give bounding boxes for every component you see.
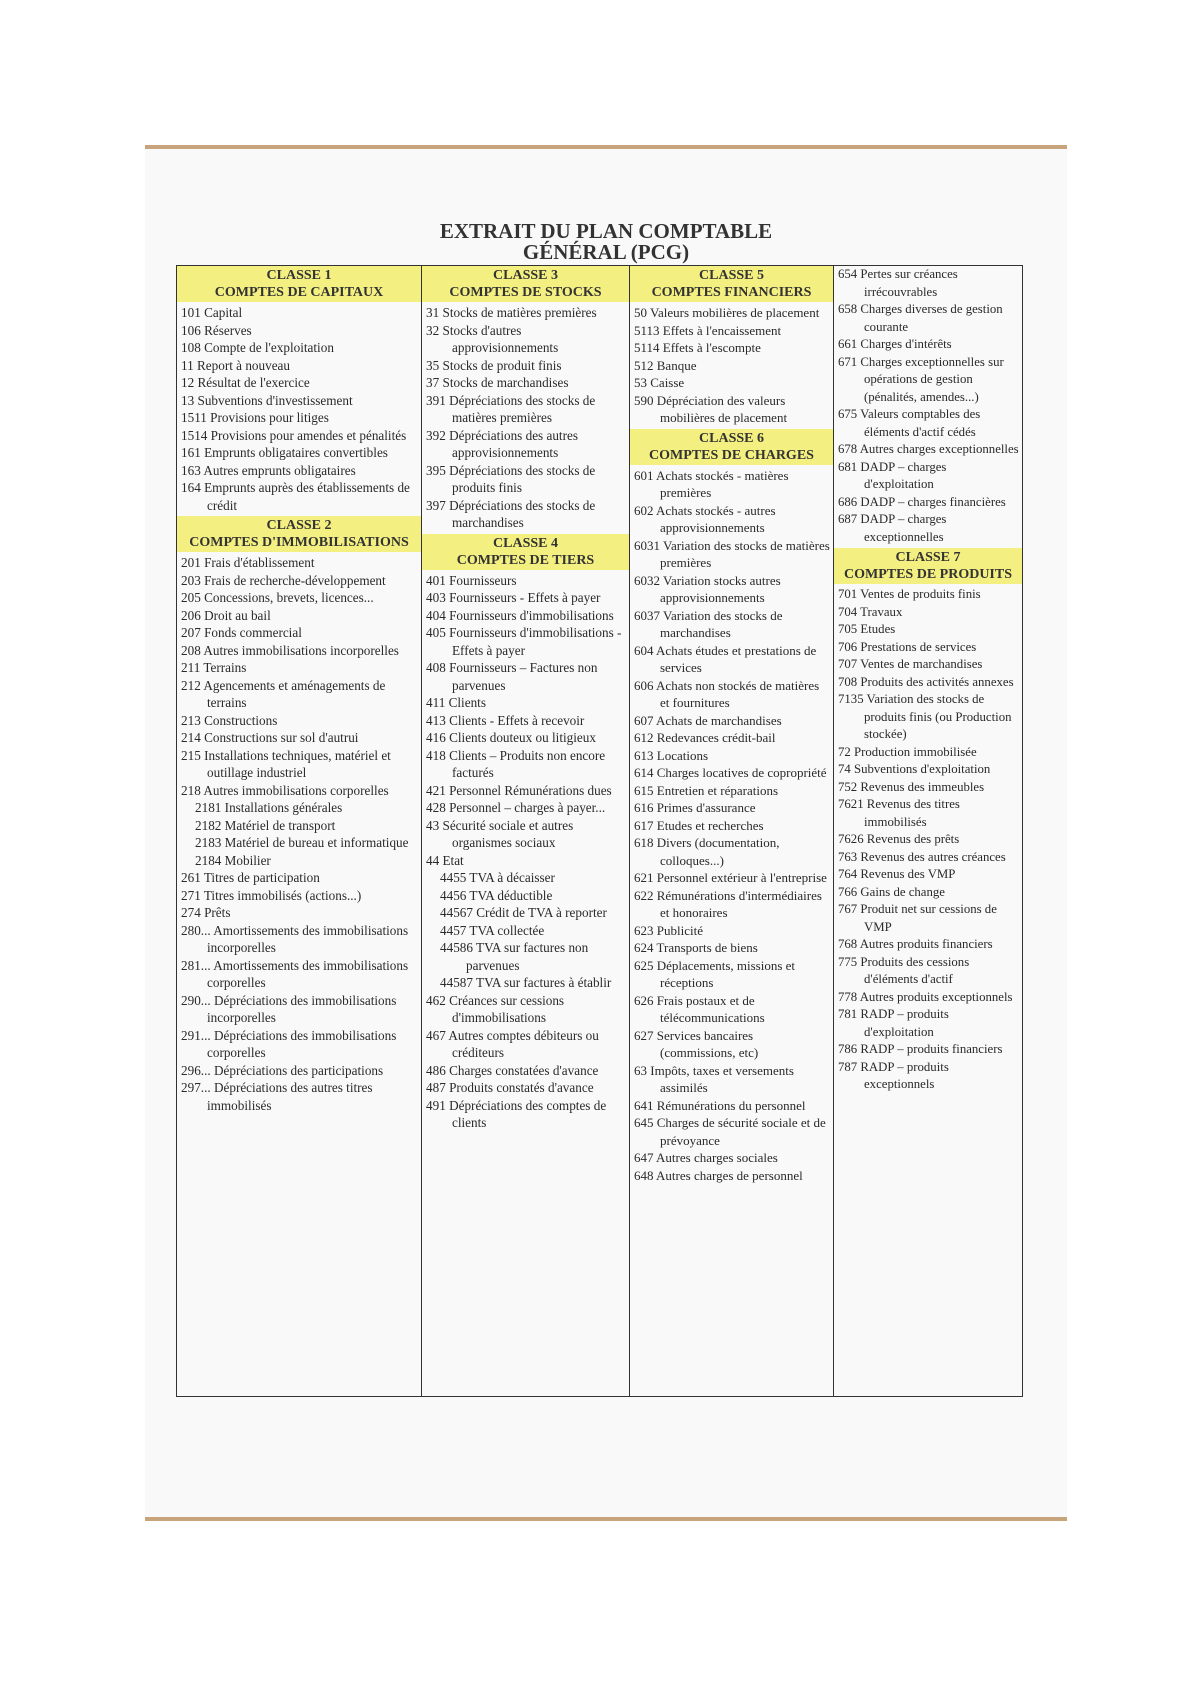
account-item: 4456 TVA déductible — [440, 887, 553, 903]
account-item: 1511 Provisions pour litiges — [181, 410, 329, 425]
account-item: 613 Locations — [634, 747, 709, 763]
account-item: 661 Charges d'intérêts — [838, 337, 952, 351]
classe-2-list — [181, 554, 418, 799]
account-item: 6032 Variation stocks autres approvisionnements — [634, 572, 781, 605]
account-item: 391 Dépréciations des stocks de matières premières — [426, 392, 596, 425]
account-item: 658 Charges diverses de gestion courante — [838, 302, 1003, 334]
account-item: 428 Personnel – charges à payer... — [426, 800, 606, 815]
account-item: 408 Fournisseurs – Factures non parvenues — [426, 660, 598, 693]
account-item: 778 Autres produits exceptionnels — [838, 989, 1013, 1004]
account-item: 607 Achats de marchandises — [634, 712, 782, 728]
account-item: 767 Produit net sur cessions de VMP — [838, 902, 997, 934]
account-item: 50 Valeurs mobilières de placement — [634, 305, 820, 320]
account-item: 416 Clients douteux ou litigieux — [426, 730, 596, 745]
classe-2-sublist — [181, 799, 418, 869]
account-item: 12 Résultat de l'exercice — [181, 375, 310, 390]
account-item: 297... Dépréciations des autres titres immobilisés — [181, 1080, 373, 1113]
account-item: 621 Personnel extérieur à l'entreprise — [634, 870, 827, 885]
account-item: 397 Dépréciations des stocks de marchandises — [426, 497, 596, 530]
account-item: 403 Fournisseurs - Effets à payer — [426, 590, 601, 605]
account-item: 31 Stocks de matières premières — [426, 305, 597, 320]
account-item: 612 Redevances crédit-bail — [634, 730, 776, 745]
account-item: 7135 Variation des stocks de produits finis (ou Production stockée) — [838, 692, 1012, 741]
title-line-2: GÉNÉRAL (PCG) — [522, 240, 690, 264]
account-item: 205 Concessions, brevets, licences... — [181, 590, 374, 605]
account-item: 604 Achats études et prestations de services — [634, 642, 817, 675]
account-item: 296... Dépréciations des participations — [181, 1062, 384, 1078]
account-item: 462 Créances sur cessions d'immobilisations — [426, 992, 565, 1025]
account-item: 401 Fournisseurs — [426, 572, 517, 588]
account-item: 421 Personnel Rémunérations dues — [426, 782, 612, 798]
account-item: 775 Produits des cessions d'éléments d'actif — [838, 954, 970, 986]
account-item: 675 Valeurs comptables des éléments d'actif cédés — [838, 407, 981, 439]
account-item: 4457 TVA collectée — [440, 922, 545, 938]
account-item: 618 Divers (documentation, colloques...) — [634, 835, 780, 868]
account-item: 392 Dépréciations des autres approvisionnements — [426, 427, 578, 460]
account-item: 53 Caisse — [634, 375, 685, 390]
account-item: 2181 Installations générales — [195, 800, 343, 815]
account-item: 211 Terrains — [181, 660, 247, 675]
account-item: 781 RADP – produits d'exploitation — [838, 1007, 949, 1039]
account-item: 280... Amortissements des immobilisations incorporelles — [181, 922, 409, 955]
classe-4-list-b — [426, 992, 626, 1132]
account-item: 72 Production immobilisée — [838, 744, 977, 759]
account-item: 616 Primes d'assurance — [634, 800, 756, 815]
account-item: 5113 Effets à l'encaissement — [634, 322, 782, 338]
account-item: 395 Dépréciations des stocks de produits finis — [426, 462, 596, 495]
column-2 — [422, 266, 630, 1396]
account-item: 271 Titres immobilisés (actions...) — [181, 887, 362, 903]
account-item: 218 Autres immobilisations corporelles — [181, 782, 389, 798]
account-item: 108 Compte de l'exploitation — [181, 340, 334, 355]
classe-7-header: CLASSE 7 COMPTES DE PRODUITS — [834, 548, 1022, 584]
account-item: 704 Travaux — [838, 604, 903, 619]
account-item: 163 Autres emprunts obligataires — [181, 462, 356, 478]
account-item: 2183 Matériel de bureau et informatique — [195, 835, 409, 850]
classe-7-list — [838, 586, 1019, 1094]
account-item: 206 Droit au bail — [181, 607, 271, 623]
account-item: 614 Charges locatives de copropriété — [634, 765, 827, 780]
account-item: 404 Fournisseurs d'immobilisations — [426, 607, 614, 623]
account-item: 491 Dépréciations des comptes de clients — [426, 1097, 607, 1130]
account-item: 786 RADP – produits financiers — [838, 1042, 1003, 1056]
account-item: 63 Impôts, taxes et versements assimilés — [634, 1062, 794, 1095]
account-item: 290... Dépréciations des immobilisations incorporelles — [181, 992, 397, 1025]
account-item: 212 Agencements et aménagements de terrains — [181, 677, 386, 710]
account-item: 44 Etat — [426, 852, 464, 868]
account-item: 768 Autres produits financiers — [838, 937, 993, 951]
classe-4-list — [426, 572, 626, 870]
document-sheet — [145, 145, 1067, 1521]
account-item: 624 Transports de biens — [634, 940, 758, 955]
account-item: 705 Etudes — [838, 622, 896, 636]
account-item: 707 Ventes de marchandises — [838, 657, 983, 671]
account-item: 486 Charges constatées d'avance — [426, 1062, 599, 1078]
account-item: 203 Frais de recherche-développement — [181, 572, 386, 588]
account-item: 44567 Crédit de TVA à reporter — [440, 905, 607, 920]
account-item: 37 Stocks de marchandises — [426, 375, 569, 390]
classe-4-sublist — [426, 869, 626, 992]
account-item: 5114 Effets à l'escompte — [634, 340, 761, 355]
account-item: 74 Subventions d'exploitation — [838, 762, 991, 776]
account-item: 686 DADP – charges financières — [838, 494, 1006, 509]
account-item: 678 Autres charges exceptionnelles — [838, 442, 1019, 456]
account-item: 626 Frais postaux et de télécommunications — [634, 992, 765, 1025]
classe-3-list — [426, 304, 626, 532]
account-item: 706 Prestations de services — [838, 639, 977, 654]
account-item: 1514 Provisions pour amendes et pénalités — [181, 427, 407, 443]
account-item: 11 Report à nouveau — [181, 357, 291, 373]
account-item: 418 Clients – Produits non encore facturés — [426, 747, 606, 780]
account-item: 512 Banque — [634, 357, 697, 373]
account-item: 625 Déplacements, missions et réceptions — [634, 957, 796, 990]
account-item: 623 Publicité — [634, 922, 703, 938]
account-item: 2184 Mobilier — [195, 852, 271, 868]
account-item: 687 DADP – charges exceptionnelles — [838, 512, 947, 544]
classe-4-header: CLASSE 4 COMPTES DE TIERS — [422, 534, 629, 570]
account-item: 2182 Matériel de transport — [195, 817, 336, 833]
account-item: 207 Fonds commercial — [181, 625, 302, 640]
account-item: 213 Constructions — [181, 712, 278, 728]
account-item: 413 Clients - Effets à recevoir — [426, 712, 585, 728]
account-item: 648 Autres charges de personnel — [634, 1167, 803, 1183]
account-item: 201 Frais d'établissement — [181, 555, 315, 570]
account-item: 161 Emprunts obligataires convertibles — [181, 445, 388, 460]
account-item: 101 Capital — [181, 305, 243, 320]
classe-1-header: CLASSE 1 COMPTES DE CAPITAUX — [177, 266, 421, 302]
classe-6-list-continued — [838, 266, 1019, 546]
account-item: 641 Rémunérations du personnel — [634, 1097, 806, 1113]
account-item: 44587 TVA sur factures à établir — [440, 975, 612, 990]
account-item: 215 Installations techniques, matériel et outillage industriel — [181, 747, 391, 780]
account-item: 6037 Variation des stocks de marchandises — [634, 607, 783, 640]
account-item: 622 Rémunérations d'intermédiaires et honoraires — [634, 887, 822, 920]
account-item: 752 Revenus des immeubles — [838, 779, 985, 794]
classe-6-header: CLASSE 6 COMPTES DE CHARGES — [630, 429, 833, 465]
account-item: 13 Subventions d'investissement — [181, 392, 353, 408]
accounts-table — [176, 265, 1023, 1397]
account-item: 487 Produits constatés d'avance — [426, 1080, 594, 1095]
account-item: 467 Autres comptes débiteurs ou créditeurs — [426, 1027, 599, 1060]
classe-2-header: CLASSE 2 COMPTES D'IMMOBILISATIONS — [177, 516, 421, 552]
account-item: 615 Entretien et réparations — [634, 782, 779, 798]
column-1 — [177, 266, 422, 1396]
account-item: 766 Gains de change — [838, 884, 945, 899]
column-3 — [630, 266, 834, 1396]
account-item: 606 Achats non stockés de matières et fournitures — [634, 677, 820, 710]
account-item: 4455 TVA à décaisser — [440, 870, 555, 885]
account-item: 602 Achats stockés - autres approvisionnements — [634, 502, 776, 535]
classe-6-list — [634, 467, 830, 1185]
account-item: 43 Sécurité sociale et autres organismes sociaux — [426, 817, 574, 850]
account-item: 106 Réserves — [181, 322, 252, 338]
account-item: 6031 Variation des stocks de matières premières — [634, 537, 830, 570]
account-item: 44586 TVA sur factures non parvenues — [440, 940, 589, 973]
account-item: 7621 Revenus des titres immobilisés — [838, 797, 960, 829]
account-item: 261 Titres de participation — [181, 870, 320, 885]
classe-2-list-b — [181, 869, 418, 1114]
account-item: 164 Emprunts auprès des établissements de crédit — [181, 480, 410, 513]
column-4 — [834, 266, 1022, 1396]
page-title — [145, 221, 1067, 263]
account-item: 681 DADP – charges d'exploitation — [838, 459, 947, 491]
account-item: 708 Produits des activités annexes — [838, 674, 1014, 689]
classe-3-header: CLASSE 3 COMPTES DE STOCKS — [422, 266, 629, 302]
account-item: 787 RADP – produits exceptionnels — [838, 1059, 949, 1091]
classe-5-list — [634, 304, 830, 427]
account-item: 763 Revenus des autres créances — [838, 849, 1006, 864]
account-item: 291... Dépréciations des immobilisations corporelles — [181, 1027, 397, 1060]
classe-5-header: CLASSE 5 COMPTES FINANCIERS — [630, 266, 833, 302]
account-item: 590 Dépréciation des valeurs mobilières de placement — [634, 392, 788, 425]
account-item: 701 Ventes de produits finis — [838, 587, 981, 601]
account-item: 601 Achats stockés - matières premières — [634, 467, 789, 500]
account-item: 7626 Revenus des prêts — [838, 832, 960, 846]
account-item: 411 Clients — [426, 695, 486, 710]
account-item: 627 Services bancaires (commissions, etc) — [634, 1027, 759, 1060]
account-item: 35 Stocks de produit finis — [426, 357, 562, 373]
account-item: 654 Pertes sur créances irrécouvrables — [838, 267, 958, 299]
account-item: 617 Etudes et recherches — [634, 817, 764, 833]
account-item: 208 Autres immobilisations incorporelles — [181, 642, 399, 658]
account-item: 671 Charges exceptionnelles sur opérations de gestion (pénalités, amendes...) — [838, 354, 1004, 404]
account-item: 281... Amortissements des immobilisations corporelles — [181, 957, 409, 990]
account-item: 645 Charges de sécurité sociale et de prévoyance — [634, 1115, 826, 1148]
account-item: 647 Autres charges sociales — [634, 1150, 778, 1165]
title-line-1: EXTRAIT DU PLAN COMPTABLE — [439, 219, 773, 243]
account-item: 764 Revenus des VMP — [838, 867, 956, 881]
classe-1-list — [181, 304, 418, 514]
account-item: 274 Prêts — [181, 905, 231, 920]
account-item: 32 Stocks d'autres approvisionnements — [426, 322, 559, 355]
account-item: 405 Fournisseurs d'immobilisations - Effets à payer — [426, 625, 622, 658]
account-item: 214 Constructions sur sol d'autrui — [181, 730, 359, 745]
